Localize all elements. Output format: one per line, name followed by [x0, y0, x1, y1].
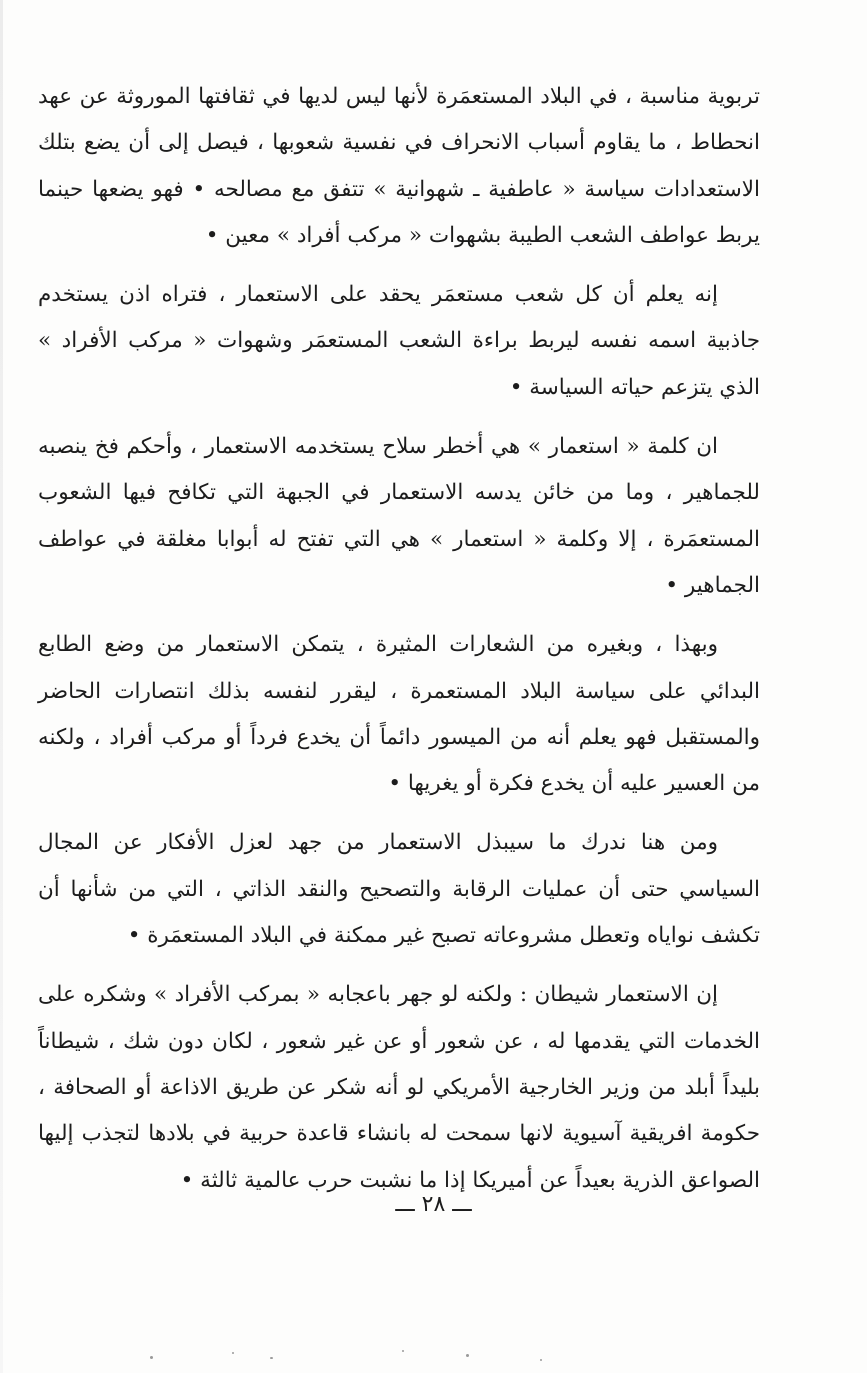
scan-noise: [270, 1357, 273, 1359]
paragraph: إن الاستعمار شيطان : ولكنه لو جهر باعجابه « بمركب الأفراد » وشكره على الخدمات التي يقدمها له ، عن شعور أو عن غير شعور ، لكان دون شك ، شيطاناً بليداً أبلد من وزير الخارجية الأمريكي لو أنه شكر عن طريق الاذاعة أو الصحافة ، حكومة افريقية آسيوية لانها سمحت له بانشاء قاعدة حربية في بلادها لتجذب إليها الصواعق الذرية بعيداً عن أميريكا إذا ما نشبت حرب عالمية ثالثة •: [38, 982, 760, 1193]
scan-noise: [540, 1359, 542, 1361]
page-edge-shadow: [0, 0, 3, 1373]
scan-noise: [402, 1350, 404, 1352]
body-text: [38, 74, 760, 1217]
paragraph: ان كلمة « استعمار » هي أخطر سلاح يستخدمه الاستعمار ، وأحكم فخ ينصبه للجماهير ، وما من خائن يدسه الاستعمار في الجبهة التي تكافح فيها الشعوب المستعمَرة ، إلا وكلمة « استعمار » هي التي تفتح له أبوابا مغلقة في عواطف الجماهير •: [38, 434, 760, 598]
scan-noise: [150, 1356, 153, 1359]
page-number: ـــ ٢٨ ـــ: [395, 1192, 472, 1217]
paragraph: وبهذا ، وبغيره من الشعارات المثيرة ، يتمكن الاستعمار من وضع الطابع البدائي على سياسة البلاد المستعمرة ، ليقرر لنفسه بذلك انتصارات الحاضر والمستقبل فهو يعلم أنه من الميسور دائماً أن يخدع فرداً أو مركب أفراد ، ولكنه من العسير عليه أن يخدع فكرة أو يغريها •: [38, 632, 760, 797]
paragraph-continuation: تربوية مناسبة ، في البلاد المستعمَرة لأنها ليس لديها في ثقافتها الموروثة عن عهد انحطاط ، ما يقاوم أسباب الانحراف في نفسية شعوبها ، فيصل إلى أن يضع بتلك الاستعدادات سياسة « عاطفية ـ شهوانية » تتفق مع مصالحه • فهو يضعها حينما يربط عواطف الشعب الطيبة بشهوات « مركب أفراد » معين •: [38, 84, 760, 248]
scan-noise: [232, 1352, 234, 1354]
paragraph: إنه يعلم أن كل شعب مستعمَر يحقد على الاستعمار ، فتراه اذن يستخدم جاذبية اسمه نفسه ليربط براءة الشعب المستعمَر وشهوات « مركب الأفراد » الذي يتزعم حياته السياسة •: [38, 282, 760, 400]
paragraph: ومن هنا ندرك ما سيبذل الاستعمار من جهد لعزل الأفكار عن المجال السياسي حتى أن عمليات الرقابة والتصحيح والنقد الذاتي ، التي من شأنها أن تكشف نواياه وتعطل مشروعاته تصبح غير ممكنة في البلاد المستعمَرة •: [38, 830, 760, 949]
scan-noise: [466, 1354, 469, 1357]
